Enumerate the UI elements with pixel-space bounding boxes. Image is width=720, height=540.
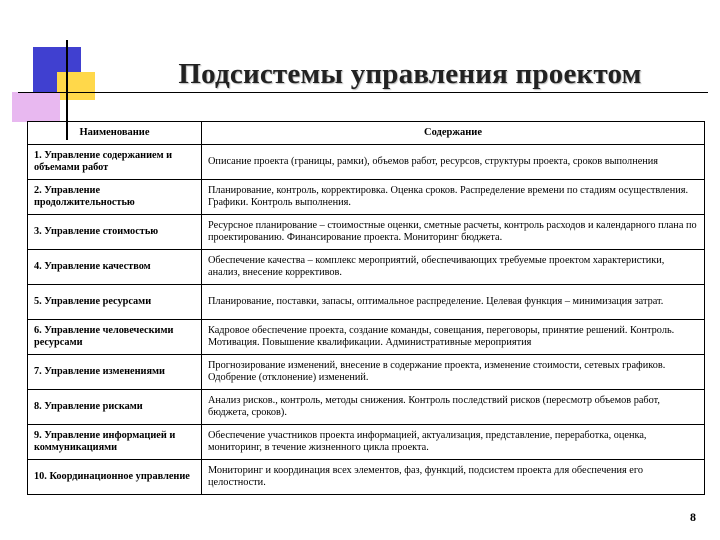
row-content: Планирование, контроль, корректировка. Оценка сроков. Распределение времени по стадиям осуществления. Графики. Контроль выполнения. <box>202 180 705 215</box>
table-header-row <box>28 122 705 145</box>
table-row <box>28 390 705 425</box>
row-content: Обеспечение качества – комплекс мероприятий, обеспечивающих требуемые проектом характеристики, анализ, внесение коррективов. <box>202 250 705 285</box>
row-name: 9. Управление информацией и коммуникациями <box>28 425 202 460</box>
row-name: 10. Координационное управление <box>28 460 202 495</box>
decor-horizontal-line <box>18 92 708 93</box>
header-content: Содержание <box>202 122 705 145</box>
table-row <box>28 180 705 215</box>
row-name: 8. Управление рисками <box>28 390 202 425</box>
row-name: 7. Управление изменениями <box>28 355 202 390</box>
row-content: Планирование, поставки, запасы, оптимальное распределение. Целевая функция – минимизация затрат. <box>202 285 705 320</box>
row-name: 3. Управление стоимостью <box>28 215 202 250</box>
row-name: 6. Управление человеческими ресурсами <box>28 320 202 355</box>
decor-yellow-square <box>57 72 95 100</box>
subsystems-table <box>27 121 705 495</box>
row-content: Описание проекта (границы, рамки), объемов работ, ресурсов, структуры проекта, сроков выполнения <box>202 145 705 180</box>
table-row <box>28 250 705 285</box>
row-content: Анализ рисков., контроль, методы снижения. Контроль последствий рисков (пересмотр объемов работ, бюджета, сроков). <box>202 390 705 425</box>
table-row <box>28 425 705 460</box>
row-content: Кадровое обеспечение проекта, создание команды, совещания, переговоры, принятие решений. Контроль. Мотивация. Повышение квалификации. Административные мероприятия <box>202 320 705 355</box>
row-name: 1. Управление содержанием и объемами работ <box>28 145 202 180</box>
row-name: 5. Управление ресурсами <box>28 285 202 320</box>
row-content: Мониторинг и координация всех элементов, фаз, функций, подсистем проекта для обеспечения его целостности. <box>202 460 705 495</box>
table-row <box>28 355 705 390</box>
page-number: 8 <box>690 510 696 524</box>
table-row <box>28 320 705 355</box>
row-content: Ресурсное планирование – стоимостные оценки, сметные расчеты, контроль расходов и календарного плана по проектированию. Финансирование проекта. Мониторинг бюджета. <box>202 215 705 250</box>
row-name: 2. Управление продолжительностью <box>28 180 202 215</box>
table-row <box>28 285 705 320</box>
table-row <box>28 460 705 495</box>
table-row <box>28 145 705 180</box>
row-name: 4. Управление качеством <box>28 250 202 285</box>
slide-title: Подсистемы управления проектом <box>178 58 642 90</box>
row-content: Обеспечение участников проекта информацией, актуализация, представление, переработка, оценка, мониторинг, в течение жизненного цикла проекта. <box>202 425 705 460</box>
table-row <box>28 215 705 250</box>
header-name: Наименование <box>28 122 202 145</box>
row-content: Прогнозирование изменений, внесение в содержание проекта, изменение стоимости, сетевых графиков. Одобрение (отклонение) изменений. <box>202 355 705 390</box>
decor-pink-square <box>12 92 60 122</box>
